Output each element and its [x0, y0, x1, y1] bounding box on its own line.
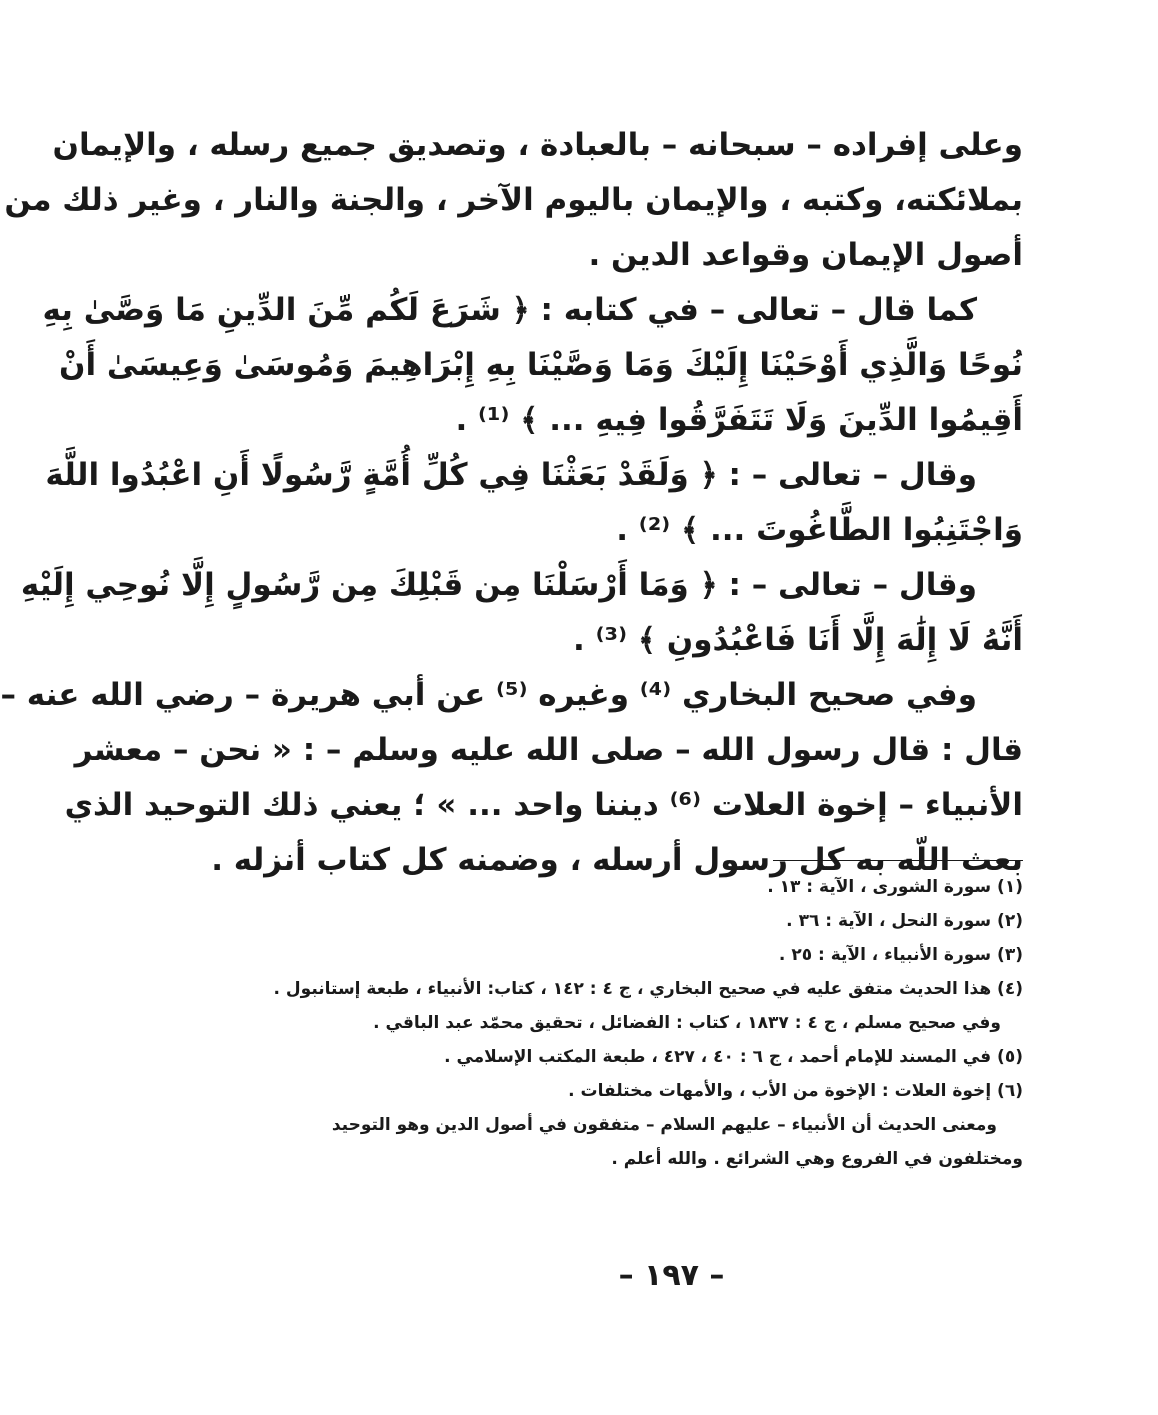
- paragraph-5: [0, 668, 1023, 888]
- footnote-divider: [773, 860, 1023, 861]
- page-number: – ١٩٧ –: [618, 1258, 725, 1293]
- footnote-6: (٦) إخوة العلات : الإخوة من الأب ، والأمهات مختلفات .: [568, 1081, 1023, 1101]
- paragraph-3: [45, 448, 1023, 558]
- footnote-6-note-line-2: ومختلفون في الفروع وهي الشرائع . والله أعلم .: [611, 1149, 1023, 1169]
- text-line: أصول الإيمان وقواعد الدين .: [588, 237, 1023, 273]
- text-line: بعث اللّه به كل رسول أرسله ، وضمنه كل كتاب أنزله .: [211, 842, 1023, 878]
- text-line: نُوحًا وَالَّذِي أَوْحَيْنَا إِلَيْكَ وَمَا وَصَّيْنَا بِهِ إِبْرَاهِيمَ وَمُوسَىٰ وَعِيسَىٰ أَنْ: [59, 347, 1023, 383]
- text-line: وَاجْتَنِبُوا الطَّاغُوتَ ... ﴾ ⁽²⁾ .: [616, 512, 1023, 548]
- text-line: كما قال – تعالى – في كتابه : ﴿ شَرَعَ لَكُم مِّنَ الدِّينِ مَا وَصَّىٰ بِهِ: [42, 292, 977, 328]
- text-line: وقال – تعالى – : ﴿ وَمَا أَرْسَلْنَا مِن قَبْلِكَ مِن رَّسُولٍ إِلَّا نُوحِي إِلَيْهِ: [20, 567, 977, 603]
- footnote-4-continued: وفي صحيح مسلم ، ج ٤ : ١٨٣٧ ، كتاب : الفضائل ، تحقيق محمّد عبد الباقي .: [373, 1013, 1001, 1033]
- footnote-2: (٢) سورة النحل ، الآية : ٣٦ .: [786, 911, 1023, 931]
- footnotes: [273, 870, 1023, 1176]
- text-line: الأنبياء – إخوة العلات ⁽⁶⁾ ديننا واحد ... » ؛ يعني ذلك التوحيد الذي: [64, 787, 1023, 823]
- text-line: أَقِيمُوا الدِّينَ وَلَا تَتَفَرَّقُوا فِيهِ ... ﴾ ⁽¹⁾ .: [455, 402, 1023, 438]
- text-line: قال : قال رسول الله – صلى الله عليه وسلم – : « نحن – معشر: [74, 732, 1023, 768]
- footnote-5: (٥) في المسند للإمام أحمد ، ج ٦ : ٤٠ ، ٤٢٧ ، طبعة المكتب الإسلامي .: [444, 1047, 1023, 1067]
- paragraph-4: [20, 558, 1023, 668]
- footnote-3: (٣) سورة الأنبياء ، الآية : ٢٥ .: [778, 945, 1023, 965]
- text-line: بملائكته، وكتبه ، والإيمان باليوم الآخر ، والجنة والنار ، وغير ذلك من: [4, 182, 1023, 218]
- paragraph-1: [4, 118, 1023, 283]
- footnote-4: (٤) هذا الحديث متفق عليه في صحيح البخاري ، ج ٤ : ١٤٢ ، كتاب: الأنبياء ، طبعة إستانبول .: [273, 979, 1023, 999]
- text-line: أَنَّهُ لَا إِلَٰهَ إِلَّا أَنَا فَاعْبُدُونِ ﴾ ⁽³⁾ .: [573, 622, 1023, 658]
- main-text: [0, 118, 1023, 888]
- text-line: وفي صحيح البخاري ⁽⁴⁾ وغيره ⁽⁵⁾ عن أبي هريرة – رضي الله عنه –: [0, 677, 977, 713]
- text-line: وعلى إفراده – سبحانه – بالعبادة ، وتصديق جميع رسله ، والإيمان: [52, 127, 1023, 163]
- footnote-1: (١) سورة الشورى ، الآية : ١٣ .: [767, 877, 1023, 897]
- footnote-6-note-line-1: ومعنى الحديث أن الأنبياء – عليهم السلام – متفقون في أصول الدين وهو التوحيد: [331, 1115, 997, 1135]
- text-line: وقال – تعالى – : ﴿ وَلَقَدْ بَعَثْنَا فِي كُلِّ أُمَّةٍ رَّسُولًا أَنِ اعْبُدُوا اللَّهَ: [45, 457, 977, 493]
- paragraph-2: [42, 283, 1023, 448]
